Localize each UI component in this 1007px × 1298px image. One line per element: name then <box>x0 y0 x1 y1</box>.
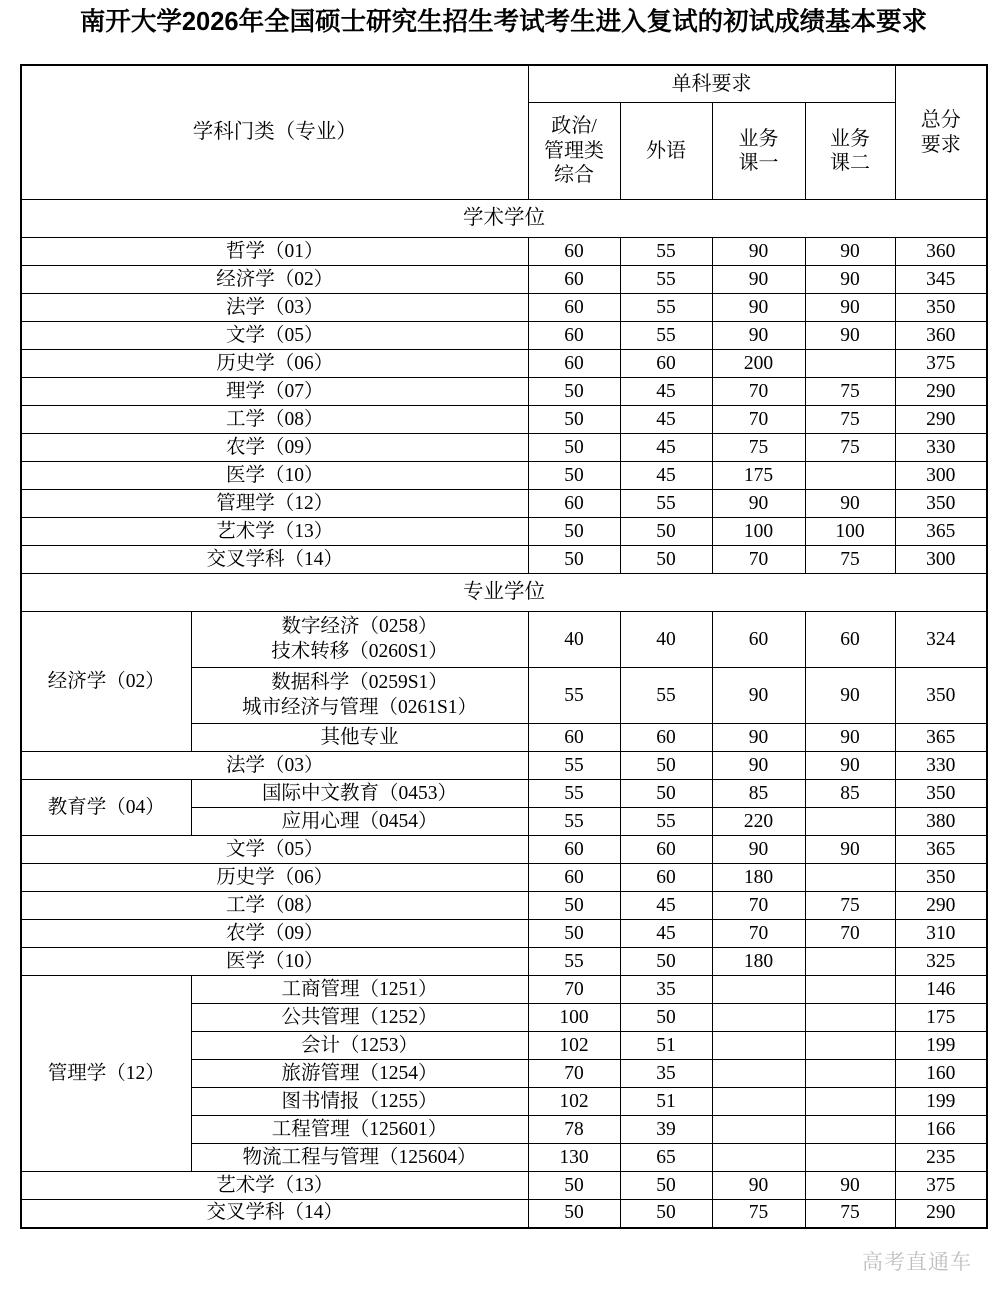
cell-discipline-name: 法学（03） <box>21 294 528 322</box>
cell-major-name <box>191 612 528 668</box>
cell-professional-course-2: 85 <box>805 780 895 808</box>
cell-professional-course-2 <box>805 1088 895 1116</box>
cell-professional-course-2 <box>805 1144 895 1172</box>
cell-discipline-category: 教育学（04） <box>21 780 191 836</box>
cell-foreign-language: 50 <box>620 752 712 780</box>
major-name-line1: 数字经济（0258） <box>281 615 438 637</box>
table-row <box>21 836 987 864</box>
cell-professional-course-1: 200 <box>712 350 805 378</box>
cell-professional-course-1: 90 <box>712 490 805 518</box>
cell-professional-course-1 <box>712 1144 805 1172</box>
header-prof2-line2: 课二 <box>830 152 870 174</box>
cell-professional-course-2: 75 <box>805 546 895 574</box>
cell-professional-course-2: 90 <box>805 490 895 518</box>
table-row <box>21 892 987 920</box>
cell-total-score: 290 <box>895 1200 987 1228</box>
table-row <box>21 322 987 350</box>
cell-politics: 60 <box>528 864 620 892</box>
cell-politics: 50 <box>528 546 620 574</box>
cell-foreign-language: 55 <box>620 238 712 266</box>
cell-politics: 40 <box>528 612 620 668</box>
cell-politics: 55 <box>528 808 620 836</box>
cell-professional-course-2: 75 <box>805 1200 895 1228</box>
header-prof1-line1: 业务 <box>738 127 779 150</box>
cell-professional-course-2: 75 <box>805 892 895 920</box>
cell-total-score: 380 <box>895 808 987 836</box>
cell-total-score: 300 <box>895 462 987 490</box>
cell-foreign-language: 50 <box>620 1200 712 1228</box>
cell-professional-course-1: 180 <box>712 948 805 976</box>
cell-politics: 55 <box>528 668 620 724</box>
header-total-score <box>895 65 987 200</box>
cell-politics: 50 <box>528 518 620 546</box>
cell-foreign-language: 65 <box>620 1144 712 1172</box>
cell-total-score: 375 <box>895 1172 987 1200</box>
cell-professional-course-1: 60 <box>712 612 805 668</box>
cell-professional-course-1: 90 <box>712 266 805 294</box>
cell-professional-course-2: 90 <box>805 668 895 724</box>
cell-professional-course-1: 90 <box>712 322 805 350</box>
table-body <box>21 200 987 1228</box>
cell-total-score: 166 <box>895 1116 987 1144</box>
cell-discipline-name: 历史学（06） <box>21 350 528 378</box>
cell-professional-course-2: 90 <box>805 752 895 780</box>
major-name-line2: 城市经济与管理（0261S1） <box>241 696 478 718</box>
cell-discipline-name: 交叉学科（14） <box>21 546 528 574</box>
cell-politics: 50 <box>528 920 620 948</box>
table-row <box>21 948 987 976</box>
table-row <box>21 612 987 668</box>
cell-discipline-name: 文学（05） <box>21 322 528 350</box>
cell-foreign-language: 60 <box>620 836 712 864</box>
cell-foreign-language: 45 <box>620 378 712 406</box>
cell-total-score: 330 <box>895 752 987 780</box>
cell-discipline-name: 哲学（01） <box>21 238 528 266</box>
watermark: 高考直通车 <box>862 1251 972 1274</box>
cell-total-score: 300 <box>895 546 987 574</box>
cell-major-name: 会计（1253） <box>191 1032 528 1060</box>
cell-foreign-language: 51 <box>620 1032 712 1060</box>
header-foreign-language: 外语 <box>620 103 712 200</box>
cell-politics: 60 <box>528 490 620 518</box>
cell-politics: 60 <box>528 294 620 322</box>
cell-total-score: 360 <box>895 322 987 350</box>
section-header-row <box>21 200 987 238</box>
header-politics <box>528 103 620 200</box>
cell-professional-course-2: 90 <box>805 1172 895 1200</box>
cell-politics: 100 <box>528 1004 620 1032</box>
cell-politics: 50 <box>528 406 620 434</box>
cell-discipline-name: 农学（09） <box>21 920 528 948</box>
cell-professional-course-2 <box>805 948 895 976</box>
cell-professional-course-2 <box>805 350 895 378</box>
page-title: 南开大学2026年全国硕士研究生招生考试考生进入复试的初试成绩基本要求 <box>79 8 928 36</box>
cell-discipline-name: 医学（10） <box>21 462 528 490</box>
cell-foreign-language: 55 <box>620 668 712 724</box>
cell-major-name: 旅游管理（1254） <box>191 1060 528 1088</box>
cell-foreign-language: 45 <box>620 434 712 462</box>
section-header-row <box>21 574 987 612</box>
cell-professional-course-1 <box>712 976 805 1004</box>
cell-total-score: 290 <box>895 892 987 920</box>
cell-discipline-name: 艺术学（13） <box>21 1172 528 1200</box>
cell-professional-course-1 <box>712 1032 805 1060</box>
header-single-subject-group: 单科要求 <box>528 65 895 103</box>
cell-total-score: 160 <box>895 1060 987 1088</box>
header-category: 学科门类（专业） <box>21 65 528 200</box>
cell-discipline-name: 历史学（06） <box>21 864 528 892</box>
cell-professional-course-2 <box>805 1004 895 1032</box>
cell-politics: 60 <box>528 350 620 378</box>
cell-foreign-language: 39 <box>620 1116 712 1144</box>
table-row <box>21 864 987 892</box>
cell-politics: 60 <box>528 266 620 294</box>
cell-foreign-language: 50 <box>620 948 712 976</box>
cell-professional-course-1: 70 <box>712 920 805 948</box>
cell-politics: 50 <box>528 462 620 490</box>
cell-total-score: 290 <box>895 378 987 406</box>
cell-total-score: 324 <box>895 612 987 668</box>
cell-major-name: 物流工程与管理（125604） <box>191 1144 528 1172</box>
cell-discipline-name: 经济学（02） <box>21 266 528 294</box>
cell-discipline-category: 管理学（12） <box>21 976 191 1172</box>
cell-professional-course-1: 70 <box>712 378 805 406</box>
cell-foreign-language: 55 <box>620 266 712 294</box>
cell-total-score: 350 <box>895 780 987 808</box>
cell-discipline-name: 交叉学科（14） <box>21 1200 528 1228</box>
table-row <box>21 518 987 546</box>
header-professional-course-1 <box>712 103 805 200</box>
cell-professional-course-2: 90 <box>805 836 895 864</box>
cell-total-score: 350 <box>895 864 987 892</box>
table-row <box>21 546 987 574</box>
cell-major-name <box>191 668 528 724</box>
cell-politics: 78 <box>528 1116 620 1144</box>
cell-politics: 60 <box>528 322 620 350</box>
cell-total-score: 365 <box>895 836 987 864</box>
cell-professional-course-1 <box>712 1116 805 1144</box>
cell-professional-course-1: 90 <box>712 724 805 752</box>
cell-total-score: 290 <box>895 406 987 434</box>
cell-professional-course-2 <box>805 864 895 892</box>
cell-professional-course-1: 85 <box>712 780 805 808</box>
cell-professional-course-2: 75 <box>805 406 895 434</box>
major-name-line2: 技术转移（0260S1） <box>271 640 448 662</box>
cell-total-score: 360 <box>895 238 987 266</box>
table-row <box>21 350 987 378</box>
cell-total-score: 350 <box>895 490 987 518</box>
cell-professional-course-2: 75 <box>805 378 895 406</box>
cell-professional-course-2: 60 <box>805 612 895 668</box>
cell-total-score: 310 <box>895 920 987 948</box>
cell-total-score: 350 <box>895 294 987 322</box>
cell-foreign-language: 55 <box>620 490 712 518</box>
table-row <box>21 1200 987 1228</box>
header-total-line1: 总分 <box>920 109 961 132</box>
cell-discipline-name: 医学（10） <box>21 948 528 976</box>
cell-professional-course-2 <box>805 1032 895 1060</box>
cell-total-score: 365 <box>895 724 987 752</box>
cell-total-score: 146 <box>895 976 987 1004</box>
cell-total-score: 330 <box>895 434 987 462</box>
cell-foreign-language: 50 <box>620 1004 712 1032</box>
cell-discipline-name: 农学（09） <box>21 434 528 462</box>
score-requirements-table <box>20 64 988 1229</box>
cell-foreign-language: 55 <box>620 808 712 836</box>
table-row <box>21 434 987 462</box>
cell-professional-course-1: 100 <box>712 518 805 546</box>
table-row <box>21 920 987 948</box>
cell-politics: 55 <box>528 948 620 976</box>
score-requirements-table-wrap <box>20 64 986 1229</box>
cell-major-name: 图书情报（1255） <box>191 1088 528 1116</box>
cell-total-score: 235 <box>895 1144 987 1172</box>
cell-professional-course-1: 90 <box>712 668 805 724</box>
cell-foreign-language: 60 <box>620 864 712 892</box>
header-professional-course-2 <box>805 103 895 200</box>
header-total-line2: 要求 <box>920 133 961 156</box>
cell-major-name: 应用心理（0454） <box>191 808 528 836</box>
cell-politics: 130 <box>528 1144 620 1172</box>
cell-professional-course-1: 70 <box>712 406 805 434</box>
cell-professional-course-2: 90 <box>805 294 895 322</box>
cell-professional-course-1 <box>712 1060 805 1088</box>
table-row <box>21 406 987 434</box>
cell-professional-course-2: 90 <box>805 724 895 752</box>
section-header-0: 学术学位 <box>21 200 987 238</box>
table-row <box>21 378 987 406</box>
cell-professional-course-2: 90 <box>805 266 895 294</box>
cell-professional-course-2: 75 <box>805 434 895 462</box>
cell-foreign-language: 50 <box>620 546 712 574</box>
cell-foreign-language: 35 <box>620 1060 712 1088</box>
cell-total-score: 325 <box>895 948 987 976</box>
cell-professional-course-1: 90 <box>712 1172 805 1200</box>
cell-politics: 102 <box>528 1088 620 1116</box>
header-politics-line1: 政治/ <box>551 115 597 138</box>
table-row <box>21 266 987 294</box>
cell-professional-course-1: 75 <box>712 1200 805 1228</box>
cell-foreign-language: 55 <box>620 294 712 322</box>
cell-foreign-language: 50 <box>620 518 712 546</box>
cell-major-name: 工程管理（125601） <box>191 1116 528 1144</box>
cell-discipline-name: 文学（05） <box>21 836 528 864</box>
cell-foreign-language: 45 <box>620 406 712 434</box>
cell-professional-course-2 <box>805 1116 895 1144</box>
cell-total-score: 365 <box>895 518 987 546</box>
cell-foreign-language: 45 <box>620 892 712 920</box>
cell-professional-course-1: 70 <box>712 546 805 574</box>
cell-major-name: 工商管理（1251） <box>191 976 528 1004</box>
cell-politics: 102 <box>528 1032 620 1060</box>
header-politics-line2: 管理类 <box>544 139 604 162</box>
cell-foreign-language: 60 <box>620 350 712 378</box>
cell-professional-course-2 <box>805 976 895 1004</box>
table-row <box>21 238 987 266</box>
cell-foreign-language: 45 <box>620 920 712 948</box>
table-row <box>21 462 987 490</box>
cell-professional-course-1: 75 <box>712 434 805 462</box>
cell-foreign-language: 35 <box>620 976 712 1004</box>
cell-total-score: 199 <box>895 1032 987 1060</box>
major-name-line1: 数据科学（0259S1） <box>271 671 448 693</box>
cell-professional-course-2: 100 <box>805 518 895 546</box>
cell-discipline-name: 工学（08） <box>21 406 528 434</box>
cell-total-score: 345 <box>895 266 987 294</box>
cell-foreign-language: 55 <box>620 322 712 350</box>
cell-professional-course-1: 180 <box>712 864 805 892</box>
cell-foreign-language: 60 <box>620 724 712 752</box>
cell-professional-course-1: 90 <box>712 294 805 322</box>
cell-politics: 70 <box>528 1060 620 1088</box>
cell-total-score: 199 <box>895 1088 987 1116</box>
table-row <box>21 490 987 518</box>
table-row <box>21 976 987 1004</box>
cell-politics: 70 <box>528 976 620 1004</box>
header-prof1-line2: 课一 <box>738 152 779 174</box>
cell-discipline-name: 理学（07） <box>21 378 528 406</box>
cell-foreign-language: 40 <box>620 612 712 668</box>
cell-politics: 55 <box>528 780 620 808</box>
cell-discipline-name: 工学（08） <box>21 892 528 920</box>
table-head <box>21 65 987 200</box>
header-politics-line3: 综合 <box>554 164 594 187</box>
cell-professional-course-1 <box>712 1004 805 1032</box>
cell-total-score: 175 <box>895 1004 987 1032</box>
cell-discipline-name: 管理学（12） <box>21 490 528 518</box>
cell-politics: 50 <box>528 1172 620 1200</box>
cell-professional-course-2 <box>805 808 895 836</box>
cell-total-score: 350 <box>895 668 987 724</box>
header-prof2-line1: 业务 <box>830 127 870 150</box>
table-row <box>21 780 987 808</box>
cell-foreign-language: 45 <box>620 462 712 490</box>
cell-professional-course-2 <box>805 1060 895 1088</box>
cell-professional-course-1 <box>712 1088 805 1116</box>
cell-professional-course-2: 90 <box>805 322 895 350</box>
cell-major-name: 国际中文教育（0453） <box>191 780 528 808</box>
cell-professional-course-1: 90 <box>712 836 805 864</box>
table-row <box>21 1172 987 1200</box>
cell-politics: 60 <box>528 836 620 864</box>
cell-professional-course-2: 70 <box>805 920 895 948</box>
cell-total-score: 375 <box>895 350 987 378</box>
table-row <box>21 752 987 780</box>
table-row <box>21 294 987 322</box>
cell-discipline-category: 经济学（02） <box>21 612 191 752</box>
cell-foreign-language: 51 <box>620 1088 712 1116</box>
cell-politics: 60 <box>528 724 620 752</box>
cell-major-name: 其他专业 <box>191 724 528 752</box>
cell-major-name: 公共管理（1252） <box>191 1004 528 1032</box>
cell-professional-course-1: 175 <box>712 462 805 490</box>
cell-professional-course-1: 90 <box>712 238 805 266</box>
cell-politics: 60 <box>528 238 620 266</box>
cell-politics: 50 <box>528 434 620 462</box>
cell-foreign-language: 50 <box>620 1172 712 1200</box>
cell-discipline-name: 法学（03） <box>21 752 528 780</box>
cell-professional-course-2 <box>805 462 895 490</box>
cell-professional-course-1: 90 <box>712 752 805 780</box>
cell-politics: 50 <box>528 378 620 406</box>
cell-professional-course-1: 70 <box>712 892 805 920</box>
cell-foreign-language: 50 <box>620 780 712 808</box>
cell-discipline-name: 艺术学（13） <box>21 518 528 546</box>
cell-politics: 50 <box>528 1200 620 1228</box>
section-header-1: 专业学位 <box>21 574 987 612</box>
cell-professional-course-1: 220 <box>712 808 805 836</box>
cell-politics: 50 <box>528 892 620 920</box>
cell-professional-course-2: 90 <box>805 238 895 266</box>
cell-politics: 55 <box>528 752 620 780</box>
